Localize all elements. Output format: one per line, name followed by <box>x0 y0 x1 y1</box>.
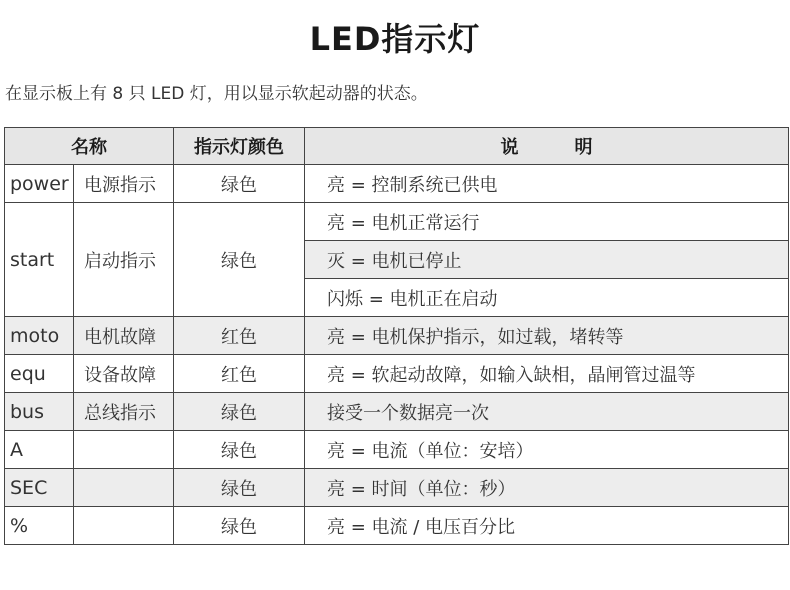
led-desc: 灭 = 电机已停止 <box>305 241 789 279</box>
led-color: 绿色 <box>174 431 305 469</box>
led-name: 启动指示 <box>74 203 174 317</box>
led-name <box>74 469 174 507</box>
led-name: 总线指示 <box>74 393 174 431</box>
header-desc-a: 说 <box>500 137 519 158</box>
led-code: SEC <box>5 469 74 507</box>
led-desc: 亮 = 软起动故障，如输入缺相，晶闸管过温等 <box>305 355 789 393</box>
led-name <box>74 507 174 545</box>
led-name: 电机故障 <box>74 317 174 355</box>
led-desc: 亮 = 时间（单位：秒） <box>305 469 789 507</box>
led-code: equ <box>5 355 74 393</box>
table-header-row <box>5 128 789 165</box>
led-desc: 亮 = 电流（单位：安培） <box>305 431 789 469</box>
led-color: 绿色 <box>174 203 305 317</box>
led-name: 电源指示 <box>74 165 174 203</box>
header-desc-b: 明 <box>574 137 593 158</box>
led-code: A <box>5 431 74 469</box>
led-desc: 闪烁 = 电机正在启动 <box>305 279 789 317</box>
table-row <box>5 355 789 393</box>
page-title: LED指示灯 <box>309 20 481 58</box>
table-row <box>5 317 789 355</box>
table-row <box>5 203 789 241</box>
led-desc: 亮 = 电流 / 电压百分比 <box>305 507 789 545</box>
led-code: % <box>5 507 74 545</box>
led-name <box>74 431 174 469</box>
table-row <box>5 469 789 507</box>
intro-text: 在显示板上有 8 只 LED 灯，用以显示软起动器的状态。 <box>5 84 428 104</box>
led-code: power <box>5 165 74 203</box>
led-color: 红色 <box>174 317 305 355</box>
led-desc: 亮 = 控制系统已供电 <box>305 165 789 203</box>
led-desc: 亮 = 电机正常运行 <box>305 203 789 241</box>
led-color: 绿色 <box>174 469 305 507</box>
table-row <box>5 507 789 545</box>
led-name: 设备故障 <box>74 355 174 393</box>
header-desc <box>305 128 789 165</box>
header-name: 名称 <box>5 128 174 165</box>
led-color: 绿色 <box>174 393 305 431</box>
led-code: moto <box>5 317 74 355</box>
led-table <box>4 127 789 545</box>
led-color: 红色 <box>174 355 305 393</box>
table-row <box>5 165 789 203</box>
led-code: bus <box>5 393 74 431</box>
table-row <box>5 431 789 469</box>
led-desc: 亮 = 电机保护指示，如过载，堵转等 <box>305 317 789 355</box>
led-desc: 接受一个数据亮一次 <box>305 393 789 431</box>
table-row <box>5 393 789 431</box>
header-color: 指示灯颜色 <box>174 128 305 165</box>
led-color: 绿色 <box>174 507 305 545</box>
led-color: 绿色 <box>174 165 305 203</box>
led-code: start <box>5 203 74 317</box>
